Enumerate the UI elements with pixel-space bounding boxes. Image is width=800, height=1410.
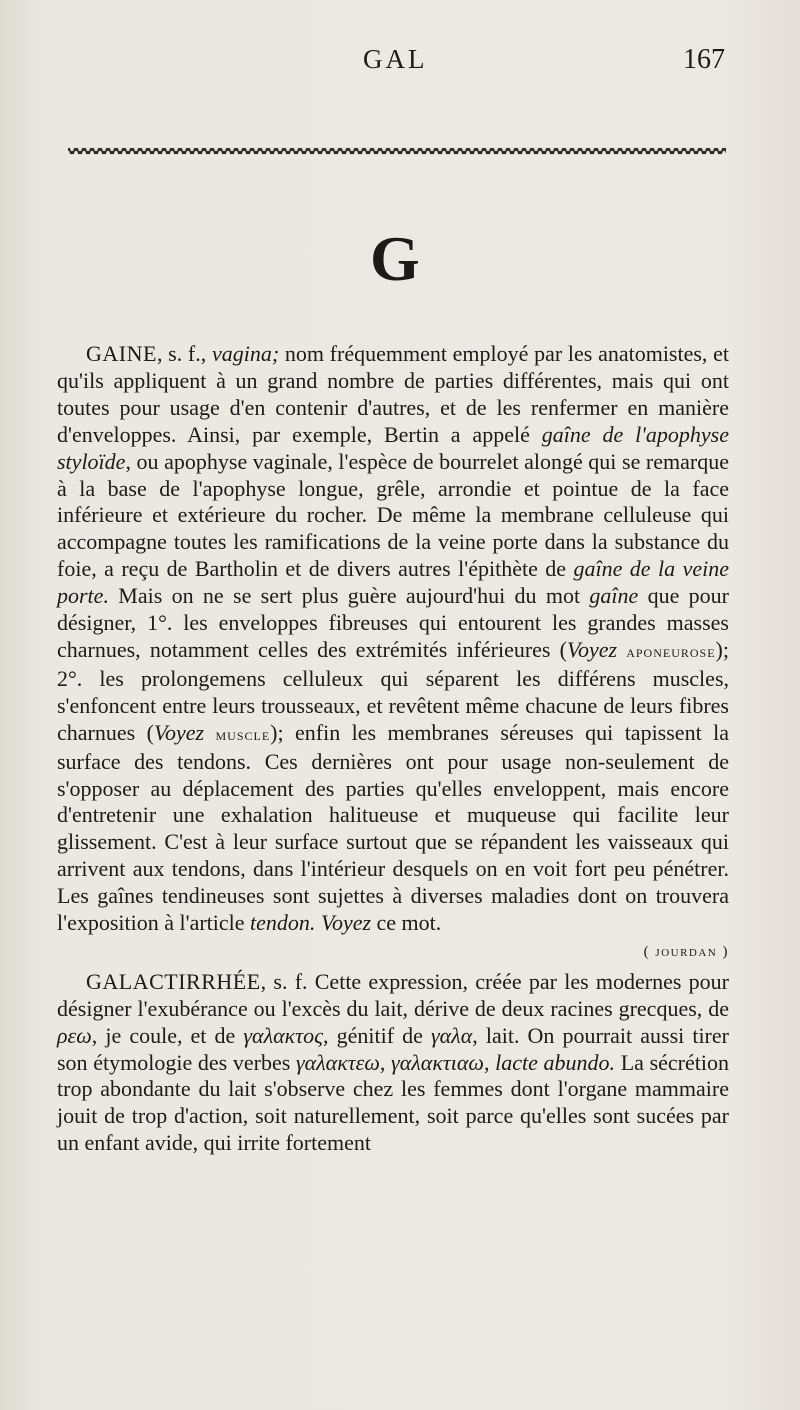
ornamental-rule [68,144,726,158]
greek-word: γαλα [430,1022,473,1048]
running-title: GAL [363,44,428,74]
entry-text: , [483,1049,496,1075]
entry-text: , [379,1049,392,1075]
greek-word: ρεω [57,1022,92,1048]
entry-text: , s. f., [156,341,212,366]
entry-text: , génitif de [323,1022,431,1048]
entry-text: nom fréquemment employé par les anatomistes, et qu'ils appliquent à un grand nombre de parties différentes, mais qui ont toutes pour usage d'en contenir d'autres, et de les renfermer en manière d'enveloppes. Ainsi, par exemple, Bertin a appelé [57,341,730,447]
entry-text: La sécrétion trop abondante du lait s'observe chez les femmes dont l'organe mammaire jouit de trop d'action, soit naturellement, soit parce qu'elles sont sucées par un enfant avide, qui irrite fortement [57,1049,729,1156]
entry-galactirrhee [57,969,729,1157]
entry-italic: gaîne [589,583,639,609]
running-header [0,44,800,78]
entry-italic: tendon. [250,910,316,936]
entry-gaine [57,341,729,937]
cross-reference-voyez: Voyez [320,910,372,936]
entry-italic: gaîne de l'apophyse styloïde [57,421,729,474]
section-letter: G [370,223,420,294]
entry-italic: vagina; [211,341,280,366]
page-number: 167 [683,44,725,75]
greek-word: γαλακτεω [295,1049,380,1075]
cross-reference-target: aponeurose [626,641,716,661]
entry-text: ); 2°. les prolongemens celluleux qui séparent les différens muscles, s'enfoncent entre leurs trousseaux, et revêtent même chacune de leurs fibres charnues ( [57,636,729,745]
cross-reference-voyez: Voyez [153,719,205,745]
entry-headword: GAINE [86,341,157,366]
entry-text: Mais on ne se sert plus guère aujourd'hui du mot [108,583,590,609]
entry-italic: lacte abundo. [495,1049,616,1075]
author-signature: ( jourdan ) [643,943,729,960]
entry-text: ); enfin les membranes séreuses qui tapissent la surface des tendons. Ces dernières ont pour usage non-seulement de s'opposer au déplacement des parties qu'elles enveloppent, mais encore d'entretenir une exhalation halitueuse et muqueuse qui facilite leur glissement. C'est à leur surface surtout que se répandent les vaisseaux qui arrivent aux tendons, dans l'intérieur desquels on en voit fort peu pénétrer. Les gaînes tendineuses sont sujettes à diverses maladies dont on trouvera l'exposition à l'article [57,719,729,936]
entry-text: , je coule, et de [91,1022,244,1048]
entry-text: , lait. On pourrait aussi tirer son étymologie des verbes [57,1022,729,1075]
dictionary-text [57,341,729,1157]
entry-text: ce mot. [371,910,442,936]
entry-text: , s. f. Cette expression, créée par les modernes pour désigner l'exubérance ou l'excès du lait, dérive de deux racines grecques, de [57,968,729,1021]
cross-reference-voyez: Voyez [566,636,618,662]
entry-text: que pour désigner, 1°. les enveloppes fibreuses qui entourent les grandes masses charnues, notamment celles des extrémités inférieures ( [57,583,729,662]
entry-italic: gaîne de la veine porte. [57,556,729,609]
entry-headword: GALACTIRRHÉE [86,968,261,994]
cross-reference-target: muscle [215,724,271,744]
greek-word: γαλακτος [243,1022,324,1048]
entry-text: , ou apophyse vaginale, l'espèce de bourrelet alongé qui se remarque à la base de l'apophyse longue, grêle, arrondie et pointue de la face inférieure et extérieure du rocher. De même la membrane celluleuse qui accompagne toutes les ramifications de la veine porte dans la substance du foie, a reçu de Bartholin et de divers autres l'épithète de [57,448,729,582]
greek-word: γαλακτιαω [391,1049,484,1075]
